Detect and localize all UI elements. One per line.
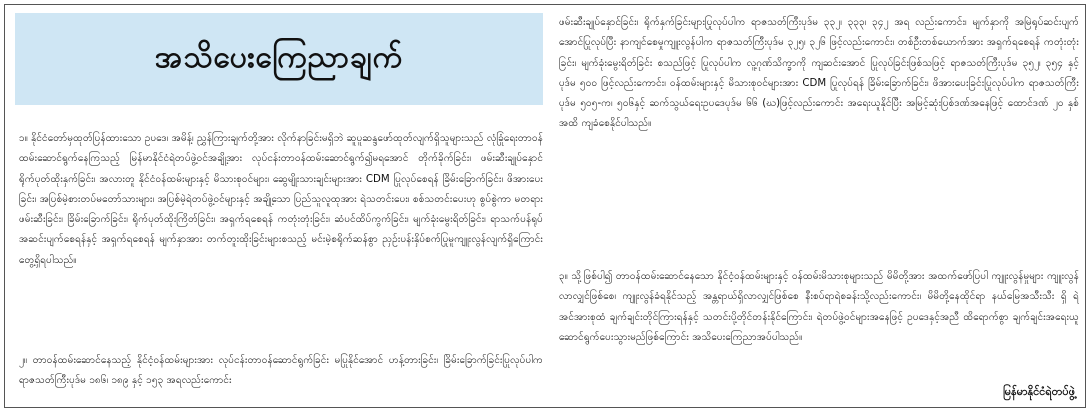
paragraph-3: ၃။ သို့ဖြစ်ပါ၍ တာဝန်ထမ်းဆောင်နေသော နိုင်ငံ့ဝန်ထမ်းများနှင့် ဝန်ထမ်းမိသားစုများသည် မိမိတို့အား အထက်ဖော်ပြပါ ကျူးလွန်မှုများ ကျူးလွန်လာလျှင်ဖြစ်စေ၊ ကျူးလွန်ခံရနိုင်သည့် အန္တရာယ်ရှိလာလျှင်ဖြစ်စေ နီးစပ်ရာရဲစခန်းသို့လည်းကောင်း၊ မိမိတို့နေထိုင်ရာ နယ်မြေအသီးသီး ရှိ ရဲအင်အားစုထံ ချက်ချင်းတိုင်ကြားရန်နှင့် သတင်းပို့တိုင်တန်းနိုင်ကြောင်း၊ ရဲတပ်ဖွဲ့ဝင်များအနေဖြင့် ဥပဒေနှင့်အညီ ထိရောက်စွာ ချက်ချင်းအရေးယူဆောင်ရွက်ပေးသွားမည်ဖြစ်ကြောင်း အသိပေးကြေညာအပ်ပါသည်။	[559, 271, 1079, 343]
title-banner	[15, 13, 543, 105]
signature: မြန်မာနိုင်ငံရဲတပ်ဖွဲ့	[1002, 385, 1075, 398]
announcement-title: အသိပေးကြေညာချက်	[154, 39, 404, 75]
paragraph-2-continued: ဖမ်းဆီးချုပ်နှောင်ခြင်း၊ ရိုက်နှက်ခြင်းများပြုလုပ်ပါက ရာဇသတ်ကြီးပုဒ်မ ၃၃၂၊ ၃၃၃၊ ၃၄၂ အရ လည်းကောင်း၊ မျက်နှာကို အမြဲရုပ်ဆင်းပျက်အောင်ပြုလုပ်ပြီး နာကျင်စေမှုကျူးလွန်ပါက ရာဇသတ်ကြီးပုဒ်မ ၃၂၅၊ ၃၂၆ ဖြင့်လည်းကောင်း၊ တစ်ဦးတစ်ယောက်အား အရှက်ရစေရန် ကတုံးတုံးခြင်း၊ မျက်ခုံးမွေးရိတ်ခြင်း စသည်ဖြင့် ပြုလုပ်ပါက လူ့ဂုဏ်သိက္ခာကို ကျဆင်းအောင် ပြုလုပ်ခြင်းဖြစ်သဖြင့် ရာဇသတ်ကြီးပုဒ်မ ၃၅၂၊ ၃၅၄ နှင့် ပုဒ်မ ၅၀၀ ဖြင့်လည်းကောင်း၊ ဝန်ထမ်းများနှင့် မိသားစုဝင်များအား CDM ပြုလုပ်ရန် ခြိမ်းခြောက်ခြင်း၊ ဖိအားပေးခြင်းပြုလုပ်ပါက ရာဇသတ်ကြီးပုဒ်မ ၅၀၅-က၊ ၅၀၆နှင့် ဆက်သွယ်ရေးဥပဒေပုဒ်မ ၆၆ (ဃ)ဖြင့်လည်းကောင်း အရေးယူနိုင်ပြီး အမြင့်ဆုံးပြစ်ဒဏ်အနေဖြင့် ထောင်ဒဏ် ၂၀ နှစ် အထိ ကျခံစေနိုင်ပါသည်။	[559, 17, 1079, 130]
paragraph-1: ၁။ နိုင်ငံတော်မှထုတ်ပြန်ထားသော ဥပဒေ၊ အမိန့်၊ ညွှန်ကြားချက်တို့အား လိုက်နာခြင်းမရှိဘဲ ဆူပူဆန္ဒဖော်ထုတ်လျက်ရှိသူများသည် လုံခြုံရေးတာဝန်ထမ်းဆောင်ရွက်နေကြသည့် မြန်မာနိုင်ငံရဲတပ်ဖွဲ့ဝင်အချို့အား လုပ်ငန်းတာဝန်ထမ်းဆောင်ရွက်၍မရအောင် တိုက်ခိုက်ခြင်း၊ ဖမ်းဆီးချုပ်နှောင်ရိုက်ပုတ်ထိုးနှက်ခြင်း၊ အလားတူ နိုင်ငံဝန်ထမ်းများနှင့် မိသားစုဝင်များ၊ ဆွေမျိုးသားချင်းများအား CDM ပြုလုပ်စေရန် ခြိမ်းခြောက်ခြင်း၊ ဖိအားပေးခြင်း၊ အပြစ်မဲ့စားတပ်မတော်သားများ၊ အပြစ်မဲ့ရဲတပ်ဖွဲ့ဝင်များနှင့် အချို့သော ပြည်သူလူထုအား ရဲသတင်းပေး၊ စစ်သတင်းပေးဟု စွပ်စွဲကာ မတရားဖမ်းဆီးခြင်း၊ ခြိမ်းခြောက်ခြင်း၊ ရိုက်ပုတ်ထိုးကြိတ်ခြင်း၊ အရှက်ရစေရန် ကတုံးတုံးခြင်း၊ ဆံပင်ထိပ်ကွက်ခြင်း၊ မျက်ခုံးမွေးရိတ်ခြင်း၊ ရာသက်ပန်ရုပ်အဆင်းပျက်စေရန်နှင့် အရှက်ရစေရန် မျက်နှာအား တက်တူးထိုးခြင်းများစသည့် မင်းမဲ့စရိုက်ဆန်စွာ ညှဉ်းပန်းနှိပ်စက်ပြုမူကျူးလွန်လျက်ရှိကြောင်း တွေ့ရှိရပါသည်။	[19, 133, 543, 266]
right-column	[557, 13, 1081, 405]
announcement-frame	[4, 4, 1086, 408]
left-column	[15, 13, 545, 405]
paragraph-2: ၂။ တာဝန်ထမ်းဆောင်နေသည့် နိုင်ငံ့ဝန်ထမ်းများအား လုပ်ငန်းတာဝန်ဆောင်ရွက်ခြင်း မပြုနိုင်အောင် ဟန့်တားခြင်း၊ ခြိမ်းခြောက်ခြင်းပြုလုပ်ပါက ရာဇသတ်ကြီးပုဒ်မ ၁၈၆၊ ၁၈၉ နှင့် ၁၅၃ အရလည်းကောင်း	[19, 355, 543, 387]
